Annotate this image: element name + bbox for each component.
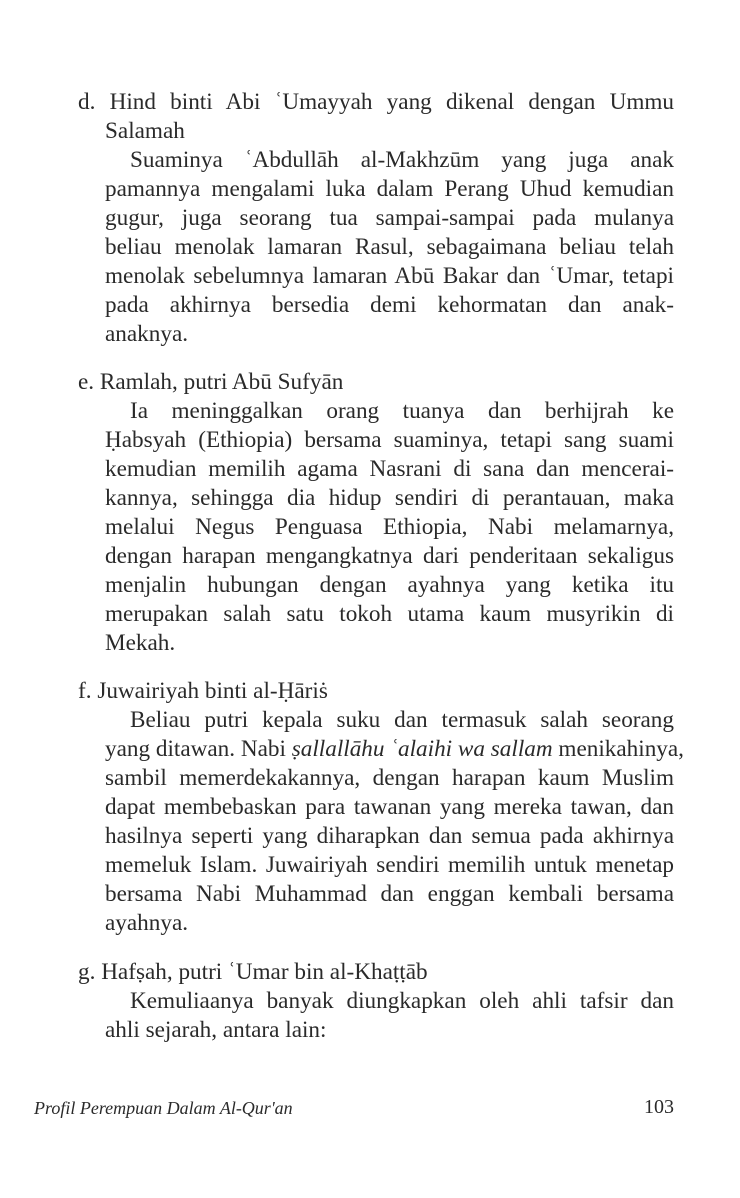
- paragraph-line: dapat membebaskan para tawanan yang mereka tawan, dan: [105, 794, 674, 820]
- paragraph-line-with-italic: [105, 735, 684, 764]
- paragraph-line: ahli sejarah, antara lain:: [105, 1017, 327, 1043]
- section-g-heading: g. Hafṣah, putri ʿUmar bin al-Khaṭṭāb: [78, 959, 428, 985]
- section-e-heading: e. Ramlah, putri Abū Sufyān: [78, 369, 344, 395]
- text-run: menikahinya,: [552, 736, 684, 762]
- paragraph-line: Beliau putri kepala suku dan termasuk salah seorang: [130, 707, 674, 733]
- section-d-heading: d. Hind binti Abi ʿUmayyah yang dikenal dengan Ummu: [78, 89, 674, 115]
- paragraph-line: pamannya mengalami luka dalam Perang Uhud kemudian: [105, 176, 674, 202]
- paragraph-line: anaknya.: [105, 321, 189, 347]
- paragraph-line: ayahnya.: [105, 910, 189, 936]
- paragraph-line: Suaminya ʿAbdullāh al-Makhzūm yang juga anak: [130, 147, 674, 173]
- paragraph-line: Ḥabsyah (Ethiopia) bersama suaminya, tetapi sang suami: [105, 427, 674, 453]
- paragraph-line: kemudian memilih agama Nasrani di sana dan mencerai-: [105, 456, 674, 482]
- section-f-heading: f. Juwairiyah binti al-Ḥāriṡ: [78, 678, 328, 704]
- running-footer-title: Profil Perempuan Dalam Al-Qur'an: [34, 1098, 293, 1118]
- paragraph-line: dengan harapan mengangkatnya dari penderitaan sekaligus: [105, 543, 674, 569]
- paragraph-line: sambil memerdekakannya, dengan harapan kaum Muslim: [105, 765, 674, 791]
- page-number: 103: [644, 1096, 674, 1118]
- paragraph-line: beliau menolak lamaran Rasul, sebagaimana beliau telah: [105, 234, 674, 260]
- text-run: yang ditawan. Nabi: [105, 736, 292, 762]
- paragraph-line: merupakan salah satu tokoh utama kaum musyrikin di: [105, 601, 674, 627]
- paragraph-line: memeluk Islam. Juwairiyah sendiri memilih untuk menetap: [105, 852, 674, 878]
- paragraph-line: Mekah.: [105, 630, 176, 656]
- paragraph-line: melalui Negus Penguasa Ethiopia, Nabi melamarnya,: [105, 514, 674, 540]
- paragraph-line: Ia meninggalkan orang tuanya dan berhijrah ke: [130, 398, 674, 424]
- paragraph-line: menjalin hubungan dengan ayahnya yang ketika itu: [105, 572, 674, 598]
- paragraph-line: pada akhirnya bersedia demi kehormatan dan anak-: [105, 292, 674, 318]
- paragraph-line: gugur, juga seorang tua sampai-sampai pada mulanya: [105, 205, 674, 231]
- paragraph-line: bersama Nabi Muhammad dan enggan kembali bersama: [105, 881, 674, 907]
- italic-honorific: ṣallallāhu ʿalaihi wa sallam: [291, 736, 553, 762]
- paragraph-line: hasilnya seperti yang diharapkan dan semua pada akhirnya: [105, 823, 674, 849]
- paragraph-line: kannya, sehingga dia hidup sendiri di perantauan, maka: [105, 485, 674, 511]
- paragraph-line: Kemuliaanya banyak diungkapkan oleh ahli tafsir dan: [130, 988, 674, 1014]
- paragraph-line: menolak sebelumnya lamaran Abū Bakar dan ʿUmar, tetapi: [105, 263, 674, 289]
- section-d-heading-cont: Salamah: [105, 118, 185, 144]
